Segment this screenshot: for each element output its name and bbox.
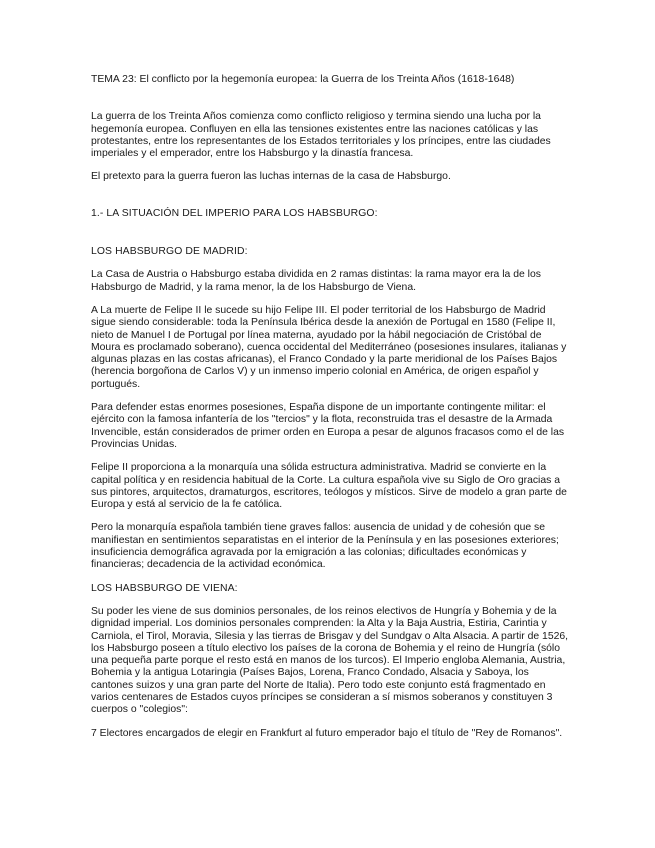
madrid-paragraph-2: A La muerte de Felipe II le sucede su hijo Felipe III. El poder territorial de los Habsburgo de Madrid sigue siendo considerable: toda la Península Ibérica desde la anexión de Portugal en 1580 (Felipe II, nieto de Manuel I de Portugal por línea materna, ayudado por la hábil negociación de Cristóbal de Moura es proclamado soberano), cuenca occidental del Mediterráneo (posesiones insulares, italianas y algunas plazas en las costas africanas), el Franco Condado y la parte meridional de los Países Bajos (herencia borgoñona de Carlos V) y un inmenso imperio colonial en América, de origen español y portugués. — [91, 304, 567, 390]
section-heading-imperio: 1.- LA SITUACIÓN DEL IMPERIO PARA LOS HABSBURGO: — [91, 207, 378, 219]
madrid-paragraph-1: La Casa de Austria o Habsburgo estaba dividida en 2 ramas distintas: la rama mayor era la de los Habsburgo de Madrid, y la rama menor, la de los Habsburgo de Viena. — [91, 269, 541, 293]
intro-paragraph: La guerra de los Treinta Años comienza como conflicto religioso y termina siendo una lucha por la hegemonía europea. Confluyen en ella las tensiones existentes entre las naciones católicas y las protestantes, entre los representantes de los Estados territoriales y los príncipes, entre las ciudades imperiales y el emperador, entre los Habsburgo y la dinastía francesa. — [91, 111, 551, 160]
subheading-habsburgo-madrid: LOS HABSBURGO DE MADRID: — [91, 246, 248, 258]
document-body — [91, 74, 571, 740]
madrid-paragraph-4: Felipe II proporciona a la monarquía una sólida estructura administrativa. Madrid se convierte en la capital política y en residencia habitual de la Corte. La cultura española vive su Siglo de Oro gracias a sus pintores, arquitectos, dramaturgos, escritores, teólogos y místicos. Sirve de modelo a gran parte de Europa y está al servicio de la fe católica. — [91, 462, 567, 511]
madrid-paragraph-3: Para defender estas enormes posesiones, España dispone de un importante contingente militar: el ejército con la famosa infantería de los "tercios" y la flota, reconstruida tras el desastre de la Armada Invencible, están considerados de primer orden en Europa a pesar de algunos fracasos como el de las Provincias Unidas. — [91, 402, 565, 450]
subheading-habsburgo-viena: LOS HABSBURGO DE VIENA: — [91, 582, 238, 594]
pretext-paragraph: El pretexto para la guerra fueron las luchas internas de la casa de Habsburgo. — [91, 171, 451, 183]
madrid-paragraph-5: Pero la monarquía española también tiene graves fallos: ausencia de unidad y de cohesión que se manifiestan en sentimientos separatistas en el interior de la Península y en las posesiones exteriores; insuficiencia demográfica agravada por la emigración a las colonias; dificultades económicas y financieras; decadencia de la actividad económica. — [91, 522, 559, 571]
document-title: TEMA 23: El conflicto por la hegemonía europea: la Guerra de los Treinta Años (1618-1648) — [91, 74, 515, 85]
viena-paragraph-2: 7 Electores encargados de elegir en Frankfurt al futuro emperador bajo el título de "Rey de Romanos". — [91, 727, 563, 739]
viena-paragraph-1: Su poder les viene de sus dominios personales, de los reinos electivos de Hungría y Bohemia y de la dignidad imperial. Los dominios personales comprenden: la Alta y la Baja Austria, Estiria, Carintia y Carniola, el Tirol, Moravia, Silesia y las tierras de Brisgav y del Sundgav o Alta Alsacia. A partir de 1526, los Habsburgo poseen a título electivo los países de la corona de Bohemia y el reino de Hungría (sólo una pequeña parte porque el resto está en manos de los turcos). El Imperio engloba Alemania, Austria, Bohemia y la antigua Lotaringia (Países Bajos, Lorena, Franco Condado, Alsacia y Saboya, los cantones suizos y una gran parte del Norte de Italia). Pero todo este conjunto está fragmentado en varios centenares de Estados cuyos príncipes se consideran a sí mismos soberanos y constituyen 3 cuerpos o "colegios": — [91, 605, 569, 716]
